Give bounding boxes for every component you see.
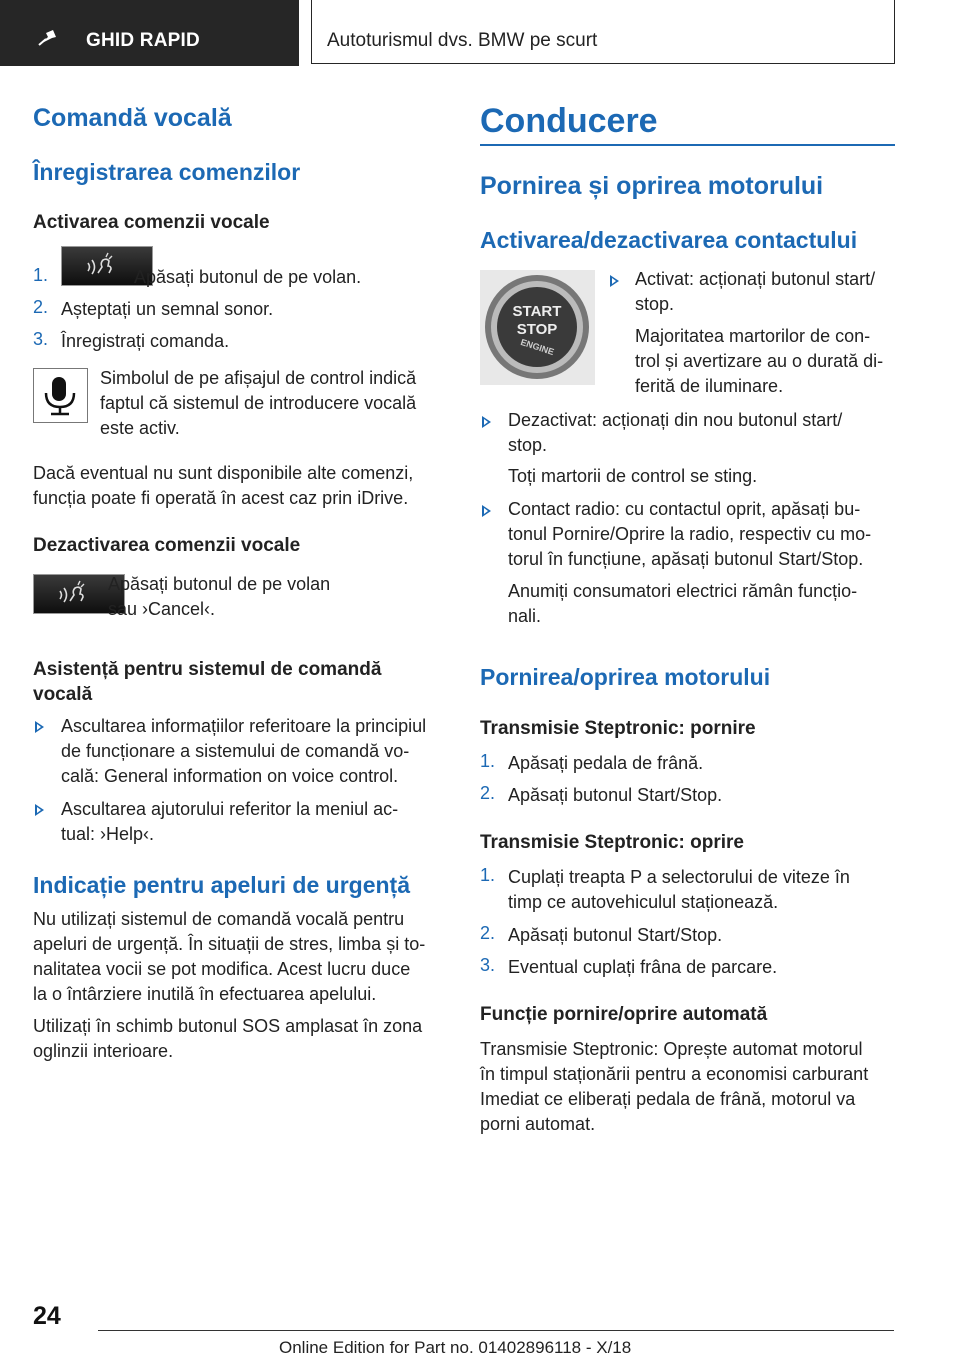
text-line: cală: General information on voice control.	[61, 766, 399, 786]
step-number: 2.	[480, 783, 496, 803]
text-line: faptul că sistemul de introducere vocală	[100, 393, 417, 413]
microphone-symbol-box	[33, 368, 88, 423]
text-line: apeluri de urgență. În situații de stres, limba și to-	[33, 934, 426, 954]
text-line: este activ.	[100, 418, 180, 438]
text-line: tonul Pornire/Oprire la radio, respectiv cu mo-	[508, 524, 872, 544]
text-line: Simbolul de pe afișajul de control indică	[100, 368, 417, 388]
text-line: la o întârziere inutilă în efectuarea apelului.	[33, 984, 377, 1004]
text-line: sau ›Cancel‹.	[108, 599, 216, 619]
bullet-triangle-icon	[35, 804, 44, 816]
subtitle-record-commands: Înregistrarea comenzilor	[33, 159, 301, 185]
emergency-text	[33, 907, 425, 1007]
deactivated-note: Toți martorii de control se sting.	[508, 466, 758, 486]
step-number: 3.	[33, 329, 49, 349]
step-text	[508, 865, 850, 915]
text-line: Dezactivat: acționați din nou butonul start/	[508, 410, 843, 430]
text-line: tual: ›Help‹.	[61, 824, 155, 844]
text-line: Transmisie Steptronic: Oprește automat motorul	[480, 1039, 863, 1059]
text-line: vocală	[33, 684, 93, 705]
text-line: nalitatea vocii se pot modifica. Acest lucru duce	[33, 959, 411, 979]
heading-steptronic-start: Transmisie Steptronic: pornire	[480, 718, 756, 739]
text-line: porni automat.	[480, 1114, 596, 1134]
text-line: trol și avertizare au o durată di-	[635, 351, 884, 371]
bullet-triangle-icon	[482, 505, 491, 517]
text-line: de funcționare a sistemului de comandă vo-	[61, 741, 410, 761]
tab-ghid-rapid[interactable]	[0, 0, 299, 66]
step-text: Eventual cuplați frâna de parcare.	[508, 957, 778, 977]
start-label: START	[512, 303, 562, 320]
text-line: torul în funcțiune, apăsați butonul Start/Stop.	[508, 549, 864, 569]
radio-text	[508, 497, 871, 572]
pushpin-icon	[38, 28, 64, 46]
subtitle-ignition: Activarea/dezactivarea contactului	[480, 227, 858, 253]
text-line: Cuplați treapta P a selectorului de viteze în	[508, 867, 850, 887]
section-title-voice: Comandă vocală	[33, 104, 232, 132]
microphone-icon	[34, 369, 86, 421]
bullet-triangle-icon	[610, 275, 619, 287]
emergency-title: Indicație pentru apeluri de urgență	[33, 872, 411, 898]
text-line: stop.	[508, 435, 548, 455]
text-line: oglinzii interioare.	[33, 1041, 174, 1061]
subtitle-start-stop-engine: Pornirea și oprirea motorului	[480, 172, 824, 200]
step-text: Apăsați butonul Start/Stop.	[508, 925, 723, 945]
section-title-driving: Conducere	[480, 102, 658, 140]
header-bar	[0, 0, 960, 66]
page-number: 24	[33, 1302, 61, 1330]
other-commands-text	[33, 461, 413, 511]
heading-steptronic-stop: Transmisie Steptronic: oprire	[480, 832, 744, 853]
step-text: Apăsați butonul Start/Stop.	[508, 785, 723, 805]
text-line: Nu utilizați sistemul de comandă vocală pentru	[33, 909, 405, 929]
text-line: Contact radio: cu contactul oprit, apăsați bu-	[508, 499, 861, 519]
text-line: Ascultarea informațiilor referitoare la principiul	[61, 716, 427, 736]
subtitle-engine-start-stop: Pornirea/oprirea motorului	[480, 664, 771, 690]
text-line: Apăsați butonul de pe volan	[108, 574, 331, 594]
text-line: Activat: acționați butonul start/	[635, 269, 876, 289]
sos-text	[33, 1014, 422, 1064]
text-line: Anumiți consumatori electrici rămân funcțio-	[508, 581, 858, 601]
section-divider	[480, 144, 895, 146]
text-line: în timpul staționării pentru a economisi carburant	[480, 1064, 869, 1084]
text-line: ferită de iluminare.	[635, 376, 784, 396]
step-number: 1.	[33, 265, 49, 285]
text-line: nali.	[508, 606, 542, 626]
start-stop-engine-icon	[480, 270, 595, 385]
deactivated-text	[508, 408, 842, 458]
text-line: Utilizați în schimb butonul SOS amplasat în zona	[33, 1016, 423, 1036]
step-number: 1.	[480, 751, 496, 771]
text-line: Imediat ce eliberați pedala de frână, motorul va	[480, 1089, 856, 1109]
text-line: timp ce autovehiculul staționează.	[508, 892, 779, 912]
heading-auto-start-stop: Funcție pornire/oprire automată	[480, 1004, 768, 1025]
step-number: 3.	[480, 955, 496, 975]
heading-activate-voice: Activarea comenzii vocale	[33, 212, 270, 233]
step-number: 2.	[480, 923, 496, 943]
chapter-title: Autoturismul dvs. BMW pe scurt	[327, 30, 598, 51]
bullet-triangle-icon	[482, 416, 491, 428]
text-line: Ascultarea ajutorului referitor la meniul ac-	[61, 799, 399, 819]
assist-item	[61, 797, 398, 847]
heading-voice-assistance	[33, 657, 381, 707]
step-text: Apăsați pedala de frână.	[508, 753, 704, 773]
text-line: Dacă eventual nu sunt disponibile alte comenzi,	[33, 463, 414, 483]
text-line: Majoritatea martorilor de con-	[635, 326, 871, 346]
assist-item	[61, 714, 426, 789]
step-text: Apăsați butonul de pe volan.	[134, 267, 362, 287]
symbol-description	[100, 366, 416, 441]
text-line: stop.	[635, 294, 675, 314]
stop-label: STOP	[516, 321, 558, 338]
tab-chapter-title[interactable]	[311, 0, 895, 64]
activated-note	[635, 324, 883, 399]
heading-deactivate-voice: Dezactivarea comenzii vocale	[33, 535, 301, 556]
deactivate-text	[108, 572, 330, 622]
text-line: Asistență pentru sistemul de comandă	[33, 659, 382, 680]
step-number: 1.	[480, 865, 496, 885]
step-text: Așteptați un semnal sonor.	[61, 299, 274, 319]
step-number: 2.	[33, 297, 49, 317]
start-stop-button-image	[480, 270, 595, 385]
step-text: Înregistrați comanda.	[61, 331, 230, 351]
tab-ghid-rapid-label: GHID RAPID	[86, 30, 200, 51]
auto-start-stop-text	[480, 1037, 868, 1137]
footer-divider	[98, 1330, 894, 1331]
edition-info: Online Edition for Part no. 01402896118 - X/18	[279, 1338, 632, 1357]
text-line: funcția poate fi operată în acest caz prin iDrive.	[33, 488, 409, 508]
activated-text	[635, 267, 875, 317]
bullet-triangle-icon	[35, 721, 44, 733]
radio-note	[508, 579, 857, 629]
engine-label: ENGINE	[519, 336, 556, 358]
